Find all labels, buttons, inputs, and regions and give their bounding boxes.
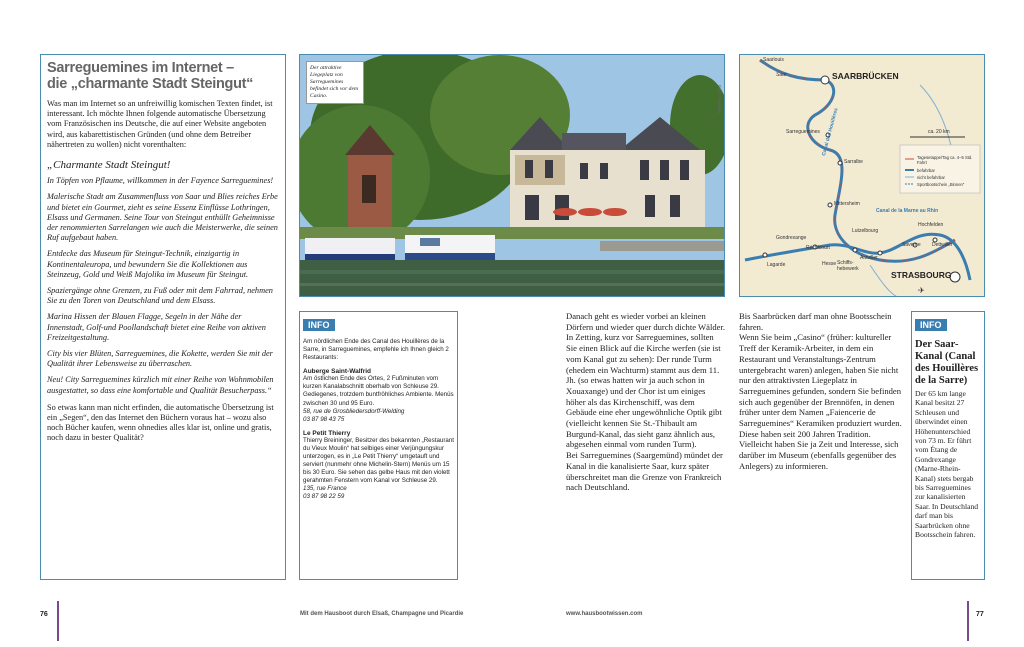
restaurant-name: Le Petit Thierry <box>303 429 351 437</box>
article-intro: Was man im Internet so an unfreiwillig komischen Texten findet, ist interessant. Ich möchte Ihnen folgende automatische Übersetzung vom Französischen ins Deutsche, die auf einer Website angeboten wird, aus kabarettistischen Gründen (und ohne dem Betreiber nähertreten zu wollen) nicht vorenthalten: <box>47 99 273 149</box>
map-label-saarlouis: Saarlouis <box>763 57 784 63</box>
quote-paragraph: City bis vier Blüten, Sarreguemines, die Kokette, werden Sie mit der Qualität ihrer Lebensweise zu überraschen. <box>47 349 273 369</box>
footer-divider-right <box>967 601 969 641</box>
quote-paragraph: Spaziergänge ohne Grenzen, zu Fuß oder mit dem Fahrrad, nehmen Sie zu den Toren von Deutschland und dem Elsass. <box>47 286 273 306</box>
footer-book-title: Mit dem Hausboot durch Elsaß, Champagne und Picardie <box>300 611 464 617</box>
map-label-saverne: Saverne <box>902 242 921 248</box>
restaurant-intro: Am nördlichen Ende des Canal des Houillères de la Sarre, in Sarreguemines, empfehle ich Ihnen gleich 2 Restaurants: <box>303 338 449 362</box>
restaurant-address: 135, rue France <box>303 485 347 493</box>
route-map <box>739 54 985 297</box>
map-label-lagarde: Lagarde <box>767 262 786 268</box>
canal-info-box <box>911 311 985 580</box>
quote-paragraph: Entdecke das Museum für Steingut-Technik, einzigartig in Kontinentaleuropa, und bewundern Sie die Kollektionen aus Steinzeug, Gold und Weiß Majolika im Museum für Steingut. <box>47 249 249 279</box>
body-column-2 <box>739 311 903 472</box>
map-label-arzviller: Arzviller <box>860 255 878 261</box>
info-tag: INFO <box>303 319 335 331</box>
map-legend-item: Tagesetappe/Tag ca. 4–5 Std. Fahrt <box>917 155 973 165</box>
map-label-saarbruecken: SAARBRÜCKEN <box>832 71 899 81</box>
casino-photo <box>299 54 725 297</box>
restaurant-description: Thierry Breininger, Besitzer des bekannten „Restaurant du Vieux Moulin“ hat selbiges einer Verjüngungskur unterzogen, es in „Le Petit Thierry“ umgetauft und serviert (nunmehr ohne Michelin-Stern) Menüs um 15 bis 30 Euro. Sie sehen das gelbe Haus mit den violett gerahmten Fenstern vom Kanal vor Schleuse 29. <box>303 436 454 485</box>
map-label-rechicourt: Réchicourt <box>806 245 830 251</box>
internet-article-box <box>40 54 286 580</box>
restaurant-description: Am östlichen Ende des Ortes, 2 Fußminuten vom kurzen Kanalabschnitt oberhalb von Schleuse 29. Gediegenes, trotzdem buntfröhliches Ambiente. Menüs zwischen 30 und 95 Euro. <box>303 375 454 407</box>
photo-caption: Der attraktive Liegeplatz von Sarreguemines befindet sich vor dem Casino. <box>306 61 364 104</box>
canal-info-text: Der 65 km lange Kanal besitzt 27 Schleusen und überwindet einen Höhenunterschied von 73 m. Er führt vom Étang de Gondrexange (Marne-Rhein-Kanal) stets bergab bis Sarreguemines zur kanalisierten Saar. In Deutschland darf man bis Saarbrücken ohne Bootsschein fahren. <box>915 389 979 540</box>
map-legend-item: befahrbar <box>917 168 935 173</box>
airplane-icon: ✈ <box>918 286 925 295</box>
article-title <box>47 60 279 92</box>
article-outro: So etwas kann man nicht erfinden, die automatische Übersetzung ist ein „Segen“, den das Internet den Büchern voraus hat – wozu also noch Bücher kaufen, wenn ohnedies alles klar ist, online und gratis, noch dazu in bester Qualität? <box>47 402 274 443</box>
restaurant-phone: 03 87 98 43 75 <box>303 415 345 423</box>
map-label-mittersheim: Mittersheim <box>834 201 860 207</box>
map-scale: ca. 20 km <box>928 129 950 135</box>
map-label-dettwiller: Dettwiller <box>932 242 953 248</box>
body-paragraph: Bis Saarbrücken darf man ohne Bootsschein fahren. <box>739 311 892 332</box>
map-label-canal-houilleres: Canal des Houillères <box>821 107 840 157</box>
map-label-sarralbe: Sarralbe <box>844 159 863 165</box>
map-label-gondrexange: Gondrexange <box>776 235 807 241</box>
article-title-line1: Sarreguemines im Internet – <box>47 60 234 76</box>
map-label-saar: Saar <box>776 72 787 78</box>
restaurant-info-box <box>299 311 458 580</box>
footer-divider-left <box>57 601 59 641</box>
page-number-left: 76 <box>40 611 48 618</box>
body-paragraph: Bei Sarreguemines (Saargemünd) mündet der Kanal in die kanalisierte Saar, kurz später überschreitet man die Grenze von Frankreich nach Deutschland. <box>566 450 723 493</box>
restaurant-phone: 03 87 98 22 59 <box>303 493 345 501</box>
info-tag: INFO <box>915 319 947 331</box>
body-paragraph: Danach geht es wieder vorbei an kleinen Dörfern und wieder quer durch dichte Wälder. In Zetting, kurz vor Sarreguemines, sollten Sie einen Blick auf die Kirche werfen (sie ist vom Kanal gut zu sehen): Der runde Turm (ehedem ein Wachturm) stammt aus dem 11. Jh. (so etwas hatten wir ja auch schon in Xouaxange) und der Chor ist um einiges höher als das Kirchenschiff, was dem Gebäude eine eher ungewöhnliche Optik gibt (vielleicht kennen Sie St.-Thibault am Burgund-Kanal, das sieht ganz ähnlich aus, abgesehen einmal vom runden Turm). <box>566 311 726 450</box>
map-label-lutzelbourg: Lutzelbourg <box>852 228 879 234</box>
body-paragraph: Wenn Sie beim „Casino“ (früher: kultureller Treff der Keramik-Arbeiter, in dem ein Restaurant und Veranstaltungs-Zentrum untergebracht waren) anlegen, haben Sie nicht nur den attraktivsten Liegeplatz in Sarreguemines gefunden, sondern Sie befinden sich auch gegenüber der Brennöfen, in denen früher unter dem Namen „Faiencerie de Sarreguemines“ Keramiken produziert wurden. Diese haben seit 200 Jahren Tradition. Vielleicht haben Sie ja Zeit und Interesse, sich darüber im Museum (ebenfalls gegenüber des Anlegers) zu informieren. <box>739 332 902 471</box>
article-title-line2: die „charmante Stadt Steingut“ <box>47 76 254 92</box>
page-number-right: 77 <box>976 611 984 618</box>
quote-paragraph: Neu! City Sarreguemines kürzlich mit einer Reihe von Wohnmobilen ausgestattet, so dass eine komfortable und Qualität Besucherpass.“ <box>47 375 274 395</box>
restaurant-address: 58, rue de Grosbliedersdorff-Welding <box>303 407 405 415</box>
quote-paragraph: Marina Hissen der Blauen Flagge, Segeln in der Nähe der Innenstadt, Golf-und Poollandschaft bietet eine Reihe von aktiven Freizeitgestaltung. <box>47 312 266 342</box>
map-label-schiffshebewerk: Schiffs-hebewerk <box>837 260 859 272</box>
body-column-1 <box>566 311 726 493</box>
map-label-canal-marne-rhin: Canal de la Marne au Rhin <box>876 208 939 214</box>
restaurant-name: Auberge Saint-Walfrid <box>303 368 372 376</box>
quote-paragraph: Malerische Stadt am Zusammenfluss von Saar und Blies reiches Erbe und bietet ein Gourmet, zieht es seine Essenz Einflüsse Lothringen, Elsass und Germanen. Seine Tour von Steingut enthüllt Geheimnisse der renommierten Sarrelangen wie auch die Meisterwerke, die seinen Ruf aufgebaut haben. <box>47 192 278 243</box>
quote-heading: „Charmante Stadt Steingut! <box>47 159 171 172</box>
map-label-hesse: Hesse <box>822 261 837 267</box>
map-legend-item: Sportbootschein „Binnen“ <box>917 182 965 187</box>
map-legend-item: nicht befahrbar <box>917 175 945 180</box>
quote-paragraph: In Töpfen von Pflaume, willkommen in der Fayence Sarreguemines! <box>47 176 274 186</box>
map-label-strasbourg: STRASBOURG <box>891 270 952 280</box>
map-label-sarreguemines: Sarreguemines <box>786 129 820 135</box>
canal-info-title: Der Saar-Kanal (Canal des Houillères de la Sarre) <box>915 339 979 386</box>
photo-credit: Foto: Pawlicki <box>717 85 722 113</box>
footer-website: www.hausbootwissen.com <box>566 611 643 617</box>
map-label-hochfelden: Hochfelden <box>918 222 944 228</box>
